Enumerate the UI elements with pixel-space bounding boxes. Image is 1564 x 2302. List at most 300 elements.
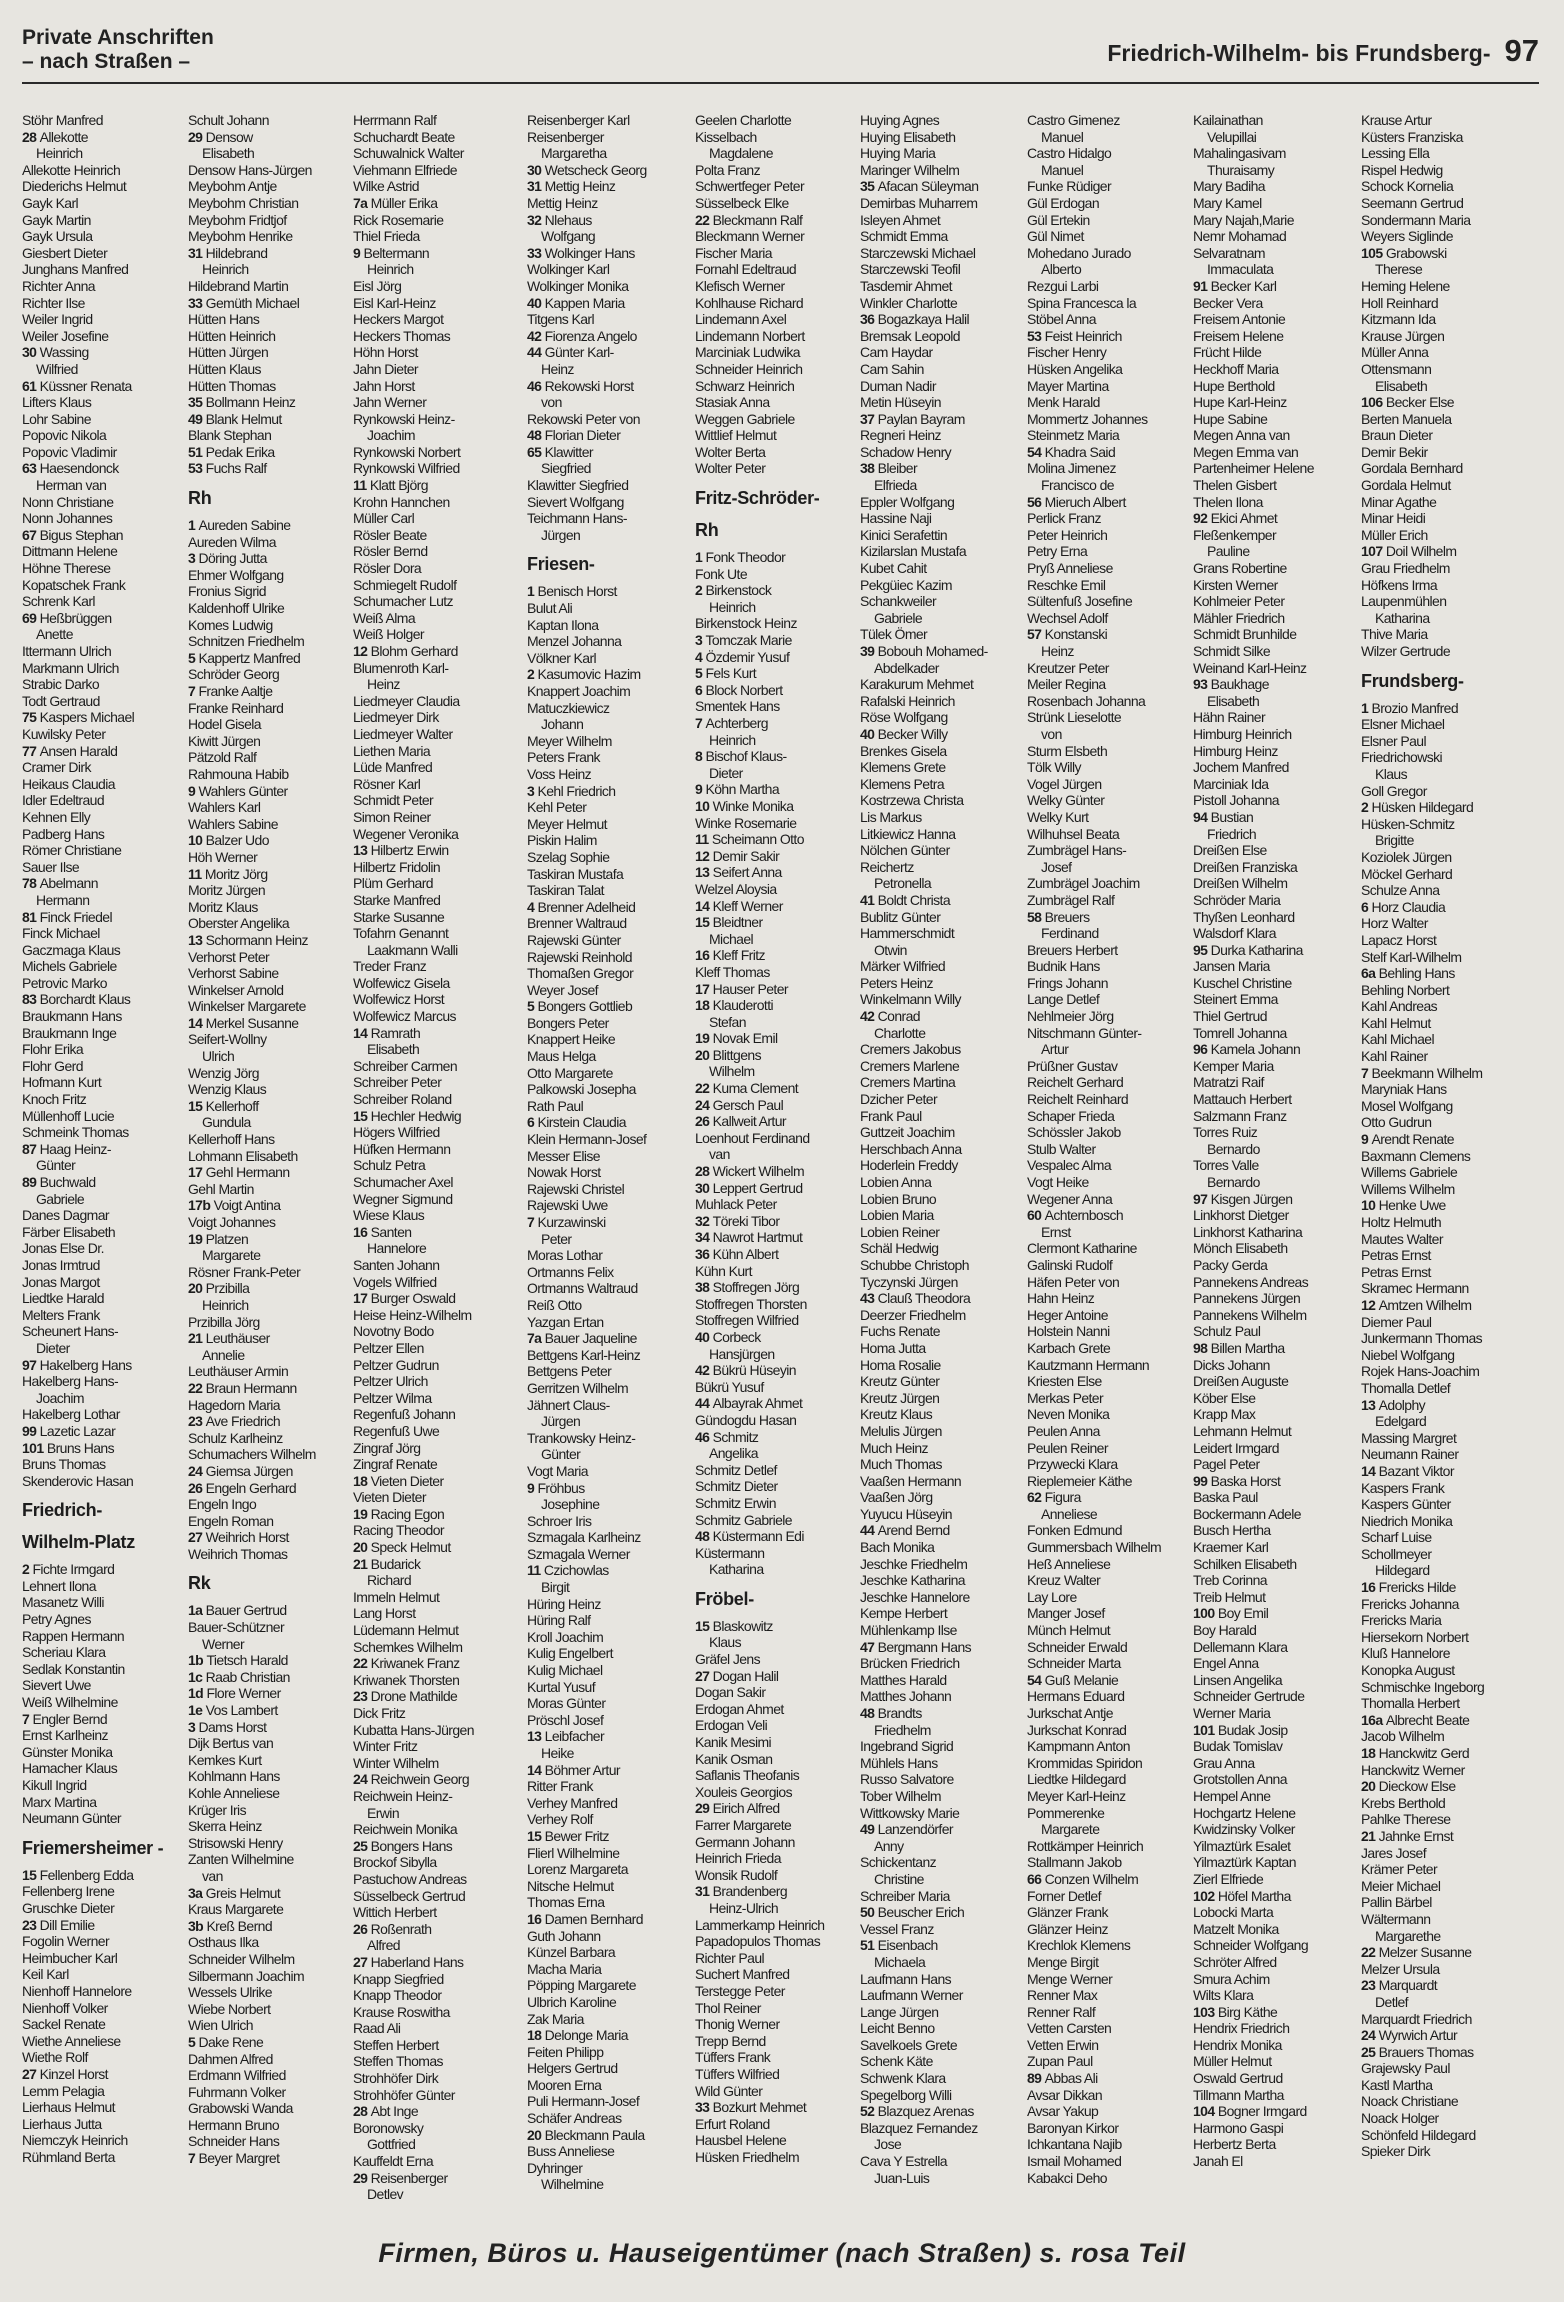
resident-entry: Knapp Theodor (353, 1987, 442, 2004)
resident-entry: Bettgens Peter (527, 1363, 612, 1380)
resident-entry: Schmitz Dieter (695, 1478, 778, 1495)
resident-entry: Heming Helene (1361, 277, 1450, 294)
resident-entry: Zierl Elfriede (1193, 1870, 1264, 1887)
resident-entry: Wiethe Anneliese (22, 2032, 121, 2049)
resident-entry: Schwarz Heinrich (695, 377, 795, 394)
resident-entry: 6 Block Norbert (695, 681, 783, 698)
resident-entry: Kautzmann Hermann (1027, 1356, 1150, 1373)
resident-entry: Hoderlein Freddy (860, 1157, 958, 1174)
resident-entry: Lobien Reiner (860, 1223, 940, 1240)
resident-entry: Lay Lore (1027, 1588, 1077, 1605)
resident-entry: Stoffregen Thorsten (695, 1295, 807, 1312)
resident-entry: Birkenstock Heinz (695, 615, 797, 632)
resident-entry: Pannekens Jürgen (1193, 1290, 1301, 1307)
resident-entry: Fonk Ute (695, 565, 747, 582)
resident-entry: Schmischke Ingeborg (1361, 1678, 1485, 1695)
resident-entry: Minar Agathe (1361, 493, 1437, 510)
resident-entry: Süsselbeck Elke (695, 194, 789, 211)
resident-entry: Gordala Bernhard (1361, 460, 1463, 477)
resident-entry: 94 Bustian (1193, 808, 1254, 825)
resident-entry: Jonas Irmtrud (22, 1256, 100, 1273)
resident-entry: Schmitz Detlef (695, 1461, 777, 1478)
resident-entry: Jeschke Katharina (860, 1572, 965, 1589)
resident-entry: 32 Nlehaus (527, 211, 592, 228)
resident-entry: Behling Norbert (1361, 981, 1450, 998)
resident-entry: Todt Gertraud (22, 692, 100, 709)
resident-entry: Mähler Friedrich (1193, 609, 1285, 626)
resident-entry: Frericks Maria (1361, 1612, 1442, 1629)
resident-entry: Wild Günter (695, 2082, 763, 2099)
resident-entry: 48 Brandts (860, 1705, 922, 1721)
resident-entry: Thomaßen Gregor (527, 965, 634, 982)
resident-entry: 13 Leibfacher (527, 1728, 605, 1745)
resident-entry: 4 Özdemir Yusuf (695, 648, 790, 665)
resident-entry: Pahlke Therese (1361, 1811, 1451, 1828)
resident-entry: Pannekens Andreas (1193, 1273, 1309, 1290)
resident-entry: Much Thomas (860, 1456, 942, 1473)
resident-entry: Höhne Therese (22, 560, 111, 577)
resident-entry: 22 Melzer Susanne (1361, 1944, 1472, 1961)
entry-continuation: Velupillai (1207, 128, 1257, 145)
resident-entry: Jeschke Friedhelm (860, 1555, 968, 1572)
resident-entry: Nienhoff Volker (22, 1999, 108, 2016)
resident-entry: Menzel Johanna (527, 633, 622, 650)
resident-entry: 52 Blazquez Arenas (860, 2103, 974, 2120)
resident-entry: 33 Gemüth Michael (188, 294, 300, 311)
directory-column (1193, 112, 1355, 2174)
resident-entry: 24 Giemsa Jürgen (188, 1462, 293, 1479)
resident-entry: 60 Achternbosch (1027, 1207, 1124, 1224)
street-heading: Friesen- (527, 554, 595, 575)
resident-entry: Schäl Hedwig (860, 1240, 939, 1257)
resident-entry: Kühn Kurt (695, 1262, 752, 1279)
resident-entry: Dittmann Helene (22, 543, 118, 560)
resident-entry: Schickentanz (860, 1854, 937, 1871)
resident-entry: Sauer Ilse (22, 858, 80, 875)
resident-entry: Ehmer Wolfgang (188, 566, 284, 583)
resident-entry: Kehnen Elly (22, 808, 91, 825)
resident-entry: 8 Bischof Klaus- (695, 748, 787, 765)
directory-column (353, 112, 515, 2203)
resident-entry: 17b Voigt Antina (188, 1197, 281, 1214)
resident-entry: Müller Carl (353, 510, 415, 527)
resident-entry: Yazgan Ertan (527, 1313, 604, 1330)
resident-entry: Novotny Bodo (353, 1323, 434, 1340)
resident-entry: 27 Dogan Halil (695, 1667, 779, 1684)
resident-entry: Sültenfuß Josefine (1027, 593, 1133, 610)
resident-entry: Nonn Christiane (22, 493, 114, 510)
resident-entry: Demir Bekir (1361, 443, 1428, 460)
resident-entry: Marciniak Ludwika (695, 344, 800, 361)
street-range (1107, 33, 1539, 69)
resident-entry: Günster Monika (22, 1743, 113, 1760)
resident-entry: Guttzeit Joachim (860, 1124, 955, 1141)
resident-entry: Gayk Ursula (22, 228, 93, 245)
entry-continuation: Juan-Luis (874, 2169, 930, 2186)
resident-entry: Yilmaztürk Kaptan (1193, 1854, 1296, 1871)
resident-entry: 5 Bongers Gottlieb (527, 998, 633, 1015)
section-title-line1: Private Anschriften (22, 26, 214, 49)
resident-entry: Hendrix Friedrich (1193, 2020, 1290, 2037)
resident-entry: 39 Bobouh Mohamed- (860, 643, 988, 659)
resident-entry: Reichelt Gerhard (1027, 1074, 1124, 1091)
resident-entry: Schumacher Lutz (353, 593, 453, 610)
resident-entry: Frücht Hilde (1193, 344, 1262, 361)
entry-continuation: Pauline (1207, 543, 1250, 560)
resident-entry: Koziolek Jürgen (1361, 848, 1452, 865)
entry-continuation: Wilhelm (709, 1063, 755, 1080)
resident-entry: Bulut Ali (527, 600, 573, 617)
resident-entry: 3 Dams Horst (188, 1718, 267, 1735)
resident-entry: 102 Höfel Martha (1193, 1887, 1291, 1904)
resident-entry: Laufmann Werner (860, 1987, 963, 2004)
resident-entry: Muhlack Peter (695, 1196, 777, 1213)
resident-entry: Horz Walter (1361, 915, 1428, 932)
resident-entry: Kahl Michael (1361, 1031, 1434, 1048)
resident-entry: Kauffeldt Erna (353, 2153, 434, 2170)
resident-entry: 24 Gersch Paul (695, 1096, 784, 1113)
resident-entry: Zumbrägel Ralf (1027, 891, 1115, 908)
resident-entry: Kaptan Ilona (527, 616, 599, 633)
entry-continuation: Hannelore (367, 1240, 427, 1257)
resident-entry: Klefisch Werner (695, 277, 785, 294)
resident-entry: Jochem Manfred (1193, 759, 1289, 776)
resident-entry: 91 Becker Karl (1193, 277, 1277, 294)
resident-entry: Müllenhoff Lucie (22, 1107, 115, 1124)
resident-entry: Demirbas Muharrem (860, 194, 978, 211)
resident-entry: Höh Werner (188, 848, 258, 865)
resident-entry: Frank Paul (860, 1107, 922, 1124)
resident-entry: Ortmanns Felix (527, 1263, 614, 1280)
resident-entry: Isleyen Ahmet (860, 211, 941, 228)
resident-entry: Häfen Peter von (1027, 1273, 1120, 1290)
resident-entry: Gräfel Jens (695, 1651, 760, 1668)
resident-entry: Schmeink Thomas (22, 1124, 129, 1141)
resident-entry: Schneider Wolfgang (1193, 1937, 1309, 1954)
resident-entry: Lohmann Elisabeth (188, 1147, 298, 1164)
resident-entry: Hüsken-Schmitz (1361, 815, 1455, 832)
resident-entry: Ulbrich Karoline (527, 1993, 617, 2010)
resident-entry: Diederichs Helmut (22, 178, 127, 195)
resident-entry: Menk Harald (1027, 394, 1100, 411)
resident-entry: Otto Margarete (527, 1064, 613, 1081)
resident-entry: Macha Maria (527, 1960, 602, 1977)
resident-entry: Stasiak Anna (695, 394, 770, 411)
entry-continuation: Elisabeth (367, 1041, 420, 1058)
resident-entry: Karbach Grete (1027, 1339, 1111, 1356)
resident-entry: 77 Ansen Harald (22, 742, 118, 759)
resident-entry: Hupe Sabine (1193, 410, 1268, 427)
resident-entry: Dreißen Else (1193, 842, 1267, 859)
resident-entry: Winkelmann Willy (860, 991, 961, 1008)
resident-entry: 100 Boy Emil (1193, 1605, 1269, 1622)
resident-entry: Erdmann Wilfried (188, 2067, 286, 2084)
resident-entry: Hütten Jürgen (188, 344, 269, 361)
resident-entry: Färber Elisabeth (22, 1223, 116, 1240)
resident-entry: 46 Rekowski Horst (527, 377, 634, 394)
resident-entry: Yuyucu Hüseyin (860, 1505, 952, 1522)
resident-entry: 26 Kallweit Artur (695, 1113, 786, 1130)
resident-entry: 33 Bozkurt Mehmet (695, 2099, 807, 2116)
resident-entry: Gruschke Dieter (22, 1899, 115, 1916)
resident-entry: Rojek Hans-Joachim (1361, 1363, 1480, 1380)
resident-entry: Weyers Siglinde (1361, 228, 1453, 245)
resident-entry: Nehlmeier Jörg (1027, 1008, 1114, 1025)
resident-entry: 106 Becker Else (1361, 394, 1454, 411)
resident-entry: 40 Corbeck (695, 1328, 761, 1345)
resident-entry: Köber Else (1193, 1389, 1256, 1406)
resident-entry: Kraemer Karl (1193, 1539, 1269, 1556)
resident-entry: Lobien Maria (860, 1207, 934, 1224)
resident-entry: Flohr Erika (22, 1041, 84, 1058)
resident-entry: Trepp Bernd (695, 2032, 766, 2049)
resident-entry: Bauer-Schützner (188, 1619, 285, 1636)
resident-entry: Mahalingasivam (1193, 145, 1286, 162)
directory-column (527, 112, 689, 2193)
resident-entry: 18 Vieten Dieter (353, 1472, 444, 1489)
resident-entry: Salzmann Franz (1193, 1107, 1287, 1124)
street-heading: Frundsberg- (1361, 670, 1464, 691)
entry-continuation: Manuel (1041, 161, 1084, 178)
resident-entry: Lorenz Margareta (527, 1861, 628, 1878)
resident-entry: Finck Michael (22, 925, 100, 942)
resident-entry: Erfurt Roland (695, 2115, 770, 2132)
entry-continuation: Margarete (202, 1247, 261, 1264)
entry-continuation: Detlev (367, 2186, 404, 2203)
resident-entry: 42 Bükrü Hüseyin (695, 1362, 796, 1379)
resident-entry: Kanik Mesimi (695, 1734, 772, 1751)
resident-entry: Bleckmann Werner (695, 228, 805, 245)
resident-entry: Packy Gerda (1193, 1256, 1268, 1273)
resident-entry: Jähnert Claus- (527, 1396, 610, 1413)
resident-entry: Mayer Martina (1027, 377, 1109, 394)
entry-continuation: Richard (367, 1572, 412, 1589)
resident-entry: 7a Bauer Jaqueline (527, 1330, 637, 1347)
resident-entry: Jansen Maria (1193, 958, 1270, 975)
resident-entry: 26 Roßenrath (353, 1920, 432, 1937)
directory-column (860, 112, 1022, 2186)
resident-entry: 31 Hildebrand (188, 244, 268, 261)
resident-entry: 54 Khadra Said (1027, 443, 1116, 460)
resident-entry: Komes Ludwig (188, 616, 273, 633)
resident-entry: Kizilarslan Mustafa (860, 543, 967, 560)
resident-entry: Wien Ulrich (188, 2017, 253, 2034)
resident-entry: Glänzer Frank (1027, 1904, 1108, 1921)
resident-entry: Hupe Berthold (1193, 377, 1275, 394)
resident-entry: Rath Paul (527, 1097, 584, 1114)
resident-entry: Jonas Margot (22, 1273, 100, 1290)
resident-entry: Wegner Sigmund (353, 1190, 453, 1207)
entry-continuation: Anny (874, 1837, 904, 1854)
resident-entry: Nitsche Helmut (527, 1877, 614, 1894)
resident-entry: Bublitz Günter (860, 908, 941, 925)
resident-entry: Dzicher Peter (860, 1091, 938, 1108)
resident-entry: 54 Guß Melanie (1027, 1671, 1119, 1688)
resident-entry: 14 Kleff Werner (695, 897, 783, 914)
resident-entry: 23 Ave Friedrich (188, 1413, 281, 1430)
resident-entry: Gordala Helmut (1361, 477, 1451, 494)
resident-entry: Krause Roswitha (353, 2003, 450, 2020)
resident-entry: Hüsken Friedhelm (695, 2148, 799, 2165)
resident-entry: Yilmaztürk Esalet (1193, 1837, 1291, 1854)
resident-entry: 89 Abbas Ali (1027, 2070, 1098, 2087)
resident-entry: Funke Rüdiger (1027, 178, 1112, 195)
resident-entry: Braukmann Inge (22, 1024, 117, 1041)
resident-entry: Wahlers Karl (188, 799, 261, 816)
entry-continuation: Günter (36, 1157, 76, 1174)
resident-entry: 69 Heßbrüggen (22, 609, 112, 626)
resident-entry: Prüßner Gustav (1027, 1057, 1118, 1074)
entry-continuation: Joachim (36, 1389, 84, 1406)
resident-entry: Blumenroth Karl- (353, 659, 449, 676)
resident-entry: Werner Maria (1193, 1705, 1271, 1721)
resident-entry: Wilhuhsel Beata (1027, 825, 1120, 842)
resident-entry: Hütten Klaus (188, 360, 261, 377)
resident-entry: Schankweiler (860, 593, 937, 610)
resident-entry: Hammerschmidt (860, 925, 955, 942)
resident-entry: Markmann Ulrich (22, 659, 119, 676)
resident-entry: Holl Reinhard (1361, 294, 1439, 311)
resident-entry: 19 Racing Egon (353, 1505, 445, 1522)
resident-entry: Hüsken Angelika (1027, 360, 1123, 377)
resident-entry: Cremers Martina (860, 1074, 956, 1091)
resident-entry: Lis Markus (860, 808, 922, 825)
resident-entry: Schneider Heinrich (695, 360, 803, 377)
resident-entry: Fischer Maria (695, 244, 772, 261)
resident-entry: Reisenberger Karl (527, 112, 630, 128)
resident-entry: Kaspers Günter (1361, 1496, 1451, 1513)
resident-entry: Holtz Helmuth (1361, 1214, 1442, 1230)
resident-entry: Schmiegelt Rudolf (353, 576, 457, 593)
resident-entry: Dicks Johann (1193, 1356, 1270, 1373)
entry-continuation: Francisco de (1041, 477, 1114, 494)
resident-entry: Kuwilsky Peter (22, 725, 106, 742)
resident-entry: Thelen Ilona (1193, 493, 1263, 510)
resident-entry: Grabowski Wanda (188, 2100, 293, 2117)
resident-entry: Metin Hüseyin (860, 394, 941, 411)
resident-entry: Fuchs Renate (860, 1323, 940, 1340)
resident-entry: 16 Damen Bernhard (527, 1910, 643, 1927)
entry-continuation: Joachim (367, 427, 415, 444)
resident-entry: Kubet Cahit (860, 560, 927, 577)
resident-entry: 97 Kisgen Jürgen (1193, 1190, 1293, 1207)
resident-entry: Rajewski Günter (527, 931, 621, 948)
resident-entry: Stallmann Jakob (1027, 1854, 1122, 1871)
resident-entry: Kemkes Kurt (188, 1751, 262, 1768)
resident-entry: 49 Lanzendörfer (860, 1821, 953, 1838)
resident-entry: 5 Kappertz Manfred (188, 649, 301, 666)
resident-entry: Petry Erna (1027, 543, 1088, 560)
resident-entry: Krause Artur (1361, 112, 1432, 128)
resident-entry: Kostrzewa Christa (860, 792, 964, 809)
resident-entry: Laupenmühlen (1361, 593, 1447, 610)
resident-entry: Schmidt Peter (353, 792, 434, 809)
resident-entry: Peters Heinz (860, 974, 933, 991)
resident-entry: Nowak Horst (527, 1164, 601, 1181)
resident-entry: Tomrell Johanna (1193, 1024, 1287, 1041)
resident-entry: 18 Delonge Maria (527, 2027, 628, 2044)
resident-entry: Willems Gabriele (1361, 1164, 1458, 1181)
entry-continuation: Erwin (367, 1804, 400, 1821)
resident-entry: Rieplemeier Käthe (1027, 1472, 1132, 1489)
resident-entry: Knoch Fritz (22, 1091, 87, 1108)
resident-entry: Fischer Henry (1027, 344, 1107, 361)
resident-entry: Padberg Hans (22, 825, 105, 842)
resident-entry: 13 Seifert Anna (695, 864, 782, 881)
resident-entry: Dellemann Klara (1193, 1638, 1288, 1655)
resident-entry: 93 Baukhage (1193, 676, 1269, 693)
resident-entry: Kaspers Frank (1361, 1479, 1445, 1496)
resident-entry: Otto Gudrun (1361, 1114, 1432, 1131)
resident-entry: Kehl Peter (527, 799, 587, 816)
resident-entry: 87 Haag Heinz- (22, 1140, 111, 1157)
resident-entry: Zingraf Jörg (353, 1439, 421, 1456)
resident-entry: Petry Agnes (22, 1611, 91, 1628)
entry-continuation: van (709, 1146, 730, 1163)
resident-entry: Rosenbach Johanna (1027, 692, 1146, 709)
resident-entry: Schössler Jakob (1027, 1124, 1121, 1141)
resident-entry: Rajewski Christel (527, 1180, 625, 1197)
resident-entry: Junghans Manfred (22, 261, 129, 278)
resident-entry: 78 Abelmann (22, 875, 98, 892)
resident-entry: 51 Pedak Erika (188, 443, 275, 460)
resident-entry: Rajewski Uwe (527, 1197, 608, 1214)
resident-entry: Niebel Wolfgang (1361, 1346, 1455, 1363)
resident-entry: Welzel Aloysia (695, 880, 777, 897)
resident-entry: Kleff Thomas (695, 963, 770, 980)
resident-entry: 15 Hechler Hedwig (353, 1107, 462, 1124)
resident-entry: Winkler Charlotte (860, 294, 958, 311)
resident-entry: Buss Anneliese (527, 2143, 615, 2160)
resident-entry: 23 Drone Mathilde (353, 1688, 458, 1705)
resident-entry: Freisem Antonie (1193, 311, 1286, 328)
resident-entry: 40 Becker Willy (860, 725, 948, 742)
resident-entry: 15 Kellerhoff (188, 1097, 259, 1114)
resident-entry: 34 Nawrot Hartmut (695, 1229, 803, 1246)
resident-entry: Walsdorf Klara (1193, 925, 1276, 942)
resident-entry: Schröder Georg (188, 666, 280, 683)
resident-entry: Mary Kamel (1193, 194, 1262, 211)
resident-entry: Grajewsky Paul (1361, 2060, 1450, 2077)
resident-entry: Jeschke Hannelore (860, 1588, 970, 1605)
resident-entry: Kisselbach (695, 128, 757, 145)
resident-entry: Klein Hermann-Josef (527, 1131, 647, 1148)
resident-entry: Jonas Else Dr. (22, 1240, 104, 1257)
resident-entry: Kahl Andreas (1361, 998, 1438, 1015)
resident-entry: Rynkowski Wilfried (353, 460, 460, 477)
resident-entry: Schulze Anna (1361, 882, 1440, 899)
resident-entry: Schmidt Brunhilde (1193, 626, 1297, 643)
resident-entry: 14 Böhmer Artur (527, 1761, 620, 1778)
resident-entry: Cam Haydar (860, 344, 933, 361)
resident-entry: 38 Stoffregen Jörg (695, 1279, 800, 1296)
entry-continuation: Angelika (709, 1445, 758, 1462)
resident-entry: Cam Sahin (860, 360, 924, 377)
resident-entry: Teichmann Hans- (527, 510, 627, 527)
resident-entry: 19 Platzen (188, 1230, 249, 1247)
resident-entry: 104 Bogner Irmgard (1193, 2103, 1307, 2120)
resident-entry: Tyczynski Jürgen (860, 1273, 958, 1290)
resident-entry: Rösner Karl (353, 775, 421, 792)
resident-entry: Kreuz Walter (1027, 1572, 1101, 1589)
resident-entry: Ittermann Ulrich (22, 643, 112, 659)
resident-entry: Pekgüiec Kazim (860, 576, 952, 593)
resident-entry: Schneider Gertrude (1193, 1688, 1305, 1705)
resident-entry: Cramer Dirk (22, 759, 91, 776)
entry-continuation: Bernardo (1207, 1174, 1260, 1190)
resident-entry: Pagel Peter (1193, 1456, 1260, 1473)
entry-continuation: Josef (1041, 858, 1072, 875)
